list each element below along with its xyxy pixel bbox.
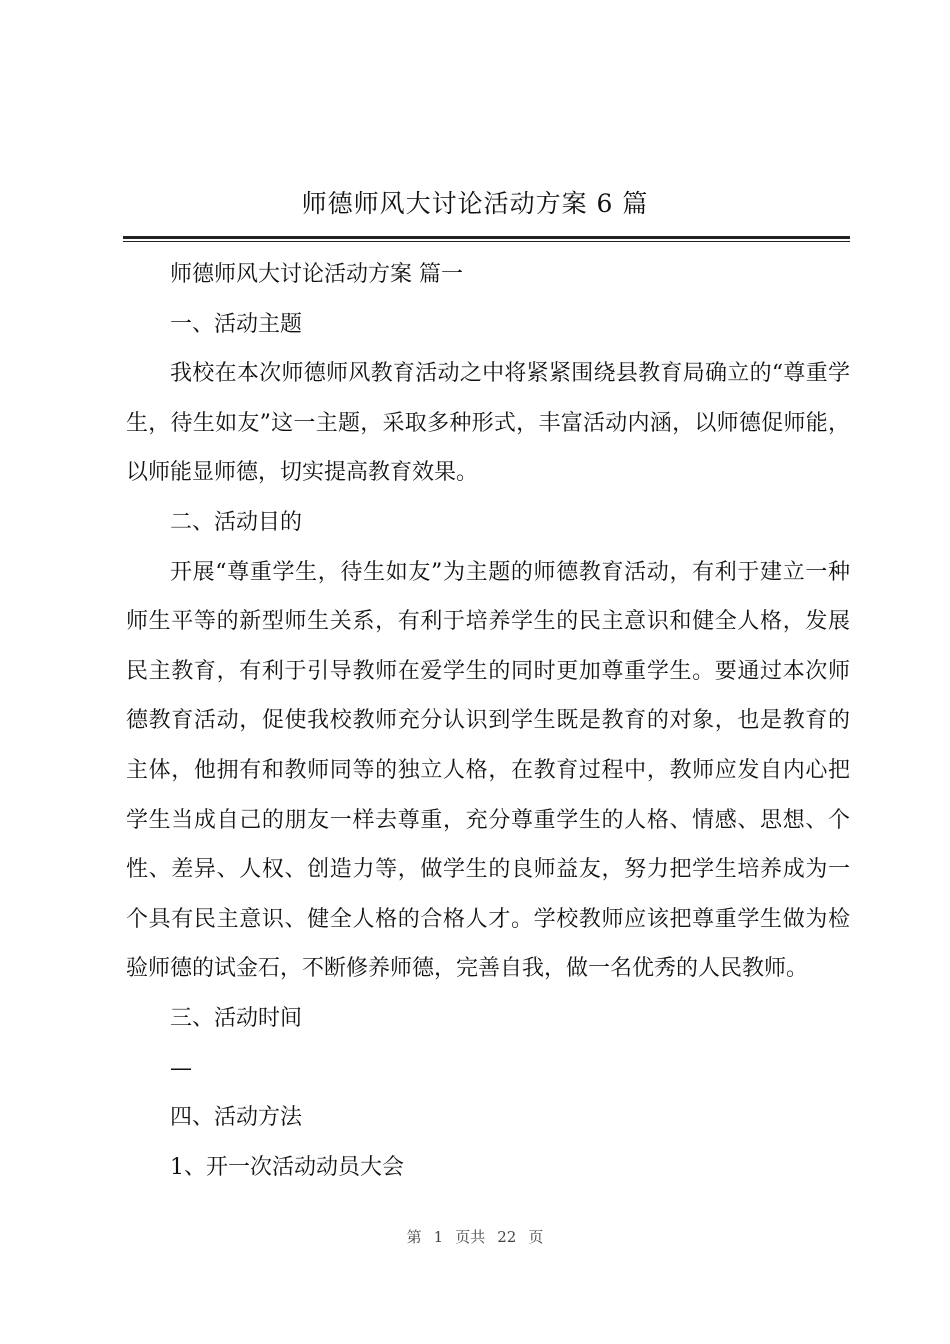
body-paragraph: —: [170, 1055, 192, 1081]
section-heading: 一、活动主题: [170, 311, 303, 337]
section-heading: 二、活动目的: [170, 509, 303, 535]
document-title: 师德师风大讨论活动方案 6 篇: [301, 189, 649, 218]
section-heading: 师德师风大讨论活动方案 篇一: [170, 262, 463, 287]
body-paragraph: 开展“尊重学生，待生如友”为主题的师德教育活动，有利于建立一种师生平等的新型师生关系，有利于培养学生的民主意识和健全人格，发展民主教育，有利于引导教师在爱学生的同时更加尊重学生。要通过本次师德教育活动，促使我校教师充分认识到学生既是教育的对象，也是教育的主体，他拥有和教师同等的独立人格，在教育过程中，教师应发自内心把学生当成自己的朋友一样去尊重，充分尊重学生的人格、情感、思想、个性、差异、人权、创造力等，做学生的良师益友，努力把学生培养成为一个具有民主意识、健全人格的合格人才。学校教师应该把尊重学生做为检验师德的试金石，不断修养师德，完善自我，做一名优秀的人民教师。: [126, 559, 850, 982]
body-paragraph: 1、开一次活动动员大会: [170, 1154, 404, 1180]
footer-prefix: 第: [406, 1228, 422, 1246]
footer-total-pages: 22: [497, 1228, 517, 1246]
section-heading: 四、活动方法: [170, 1105, 303, 1131]
title-rule-thick: [123, 236, 850, 239]
document-body: [126, 250, 850, 1192]
footer-current-page: 1: [433, 1228, 444, 1246]
title-rule-thin: [123, 241, 850, 242]
footer-middle: 页共: [455, 1228, 486, 1246]
footer-suffix: 页: [528, 1228, 544, 1246]
page-footer: [0, 1226, 950, 1247]
section-heading: 三、活动时间: [170, 1005, 303, 1031]
body-paragraph: 我校在本次师德师风教育活动之中将紧紧围绕县教育局确立的“尊重学生，待生如友”这一主题，采取多种形式，丰富活动内涵，以师德促师能，以师能显师德，切实提高教育效果。: [126, 361, 850, 486]
